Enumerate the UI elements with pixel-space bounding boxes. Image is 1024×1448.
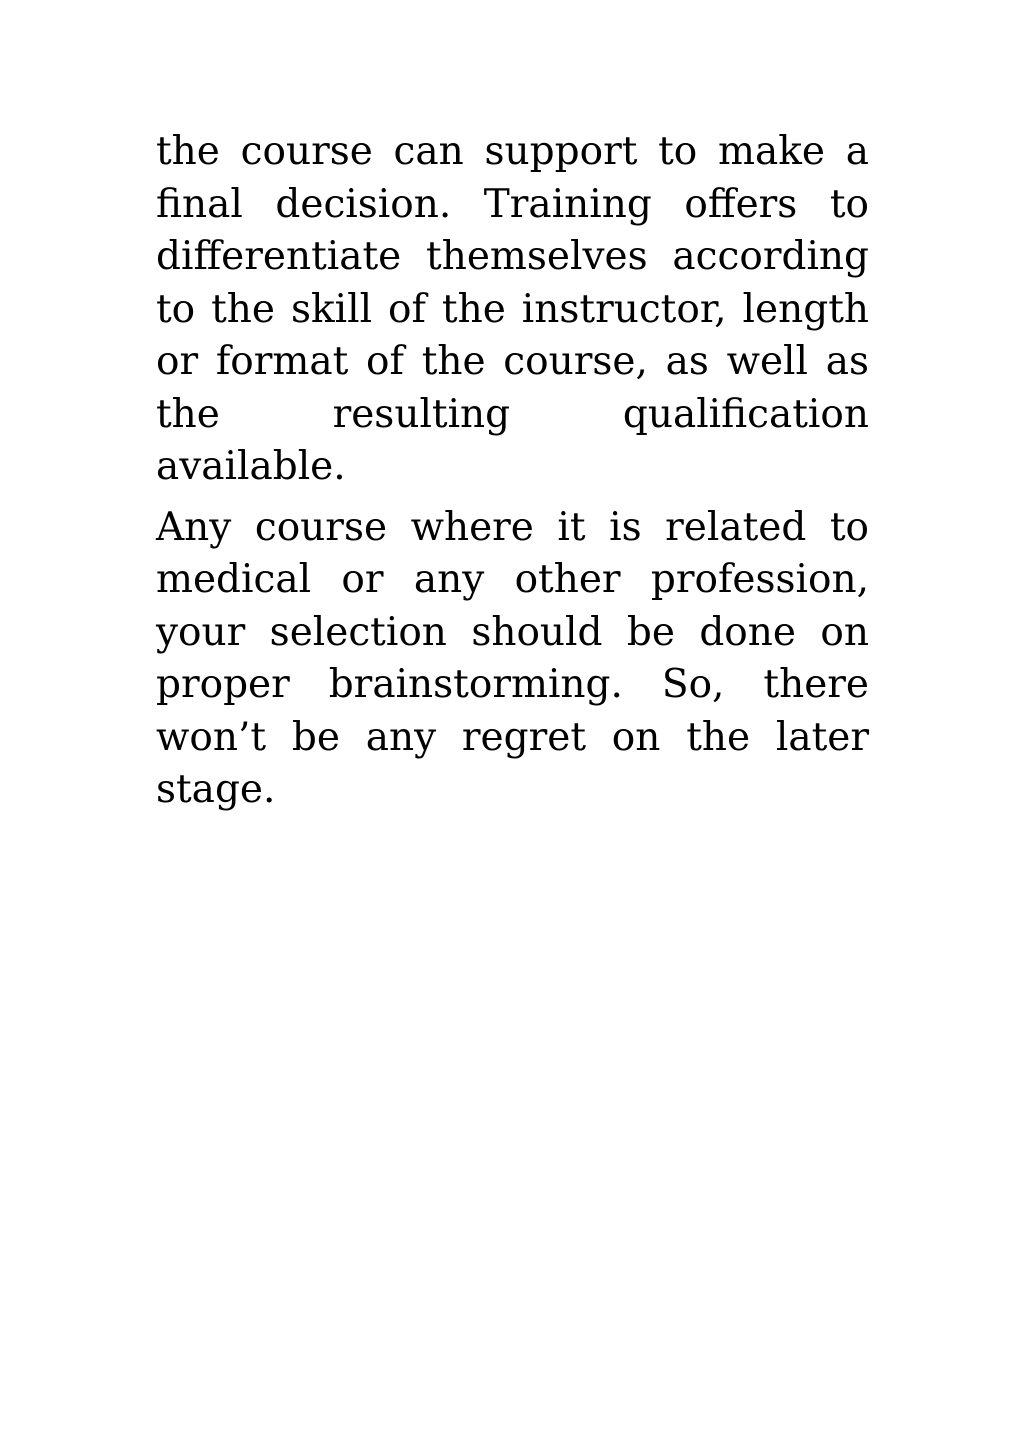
body-text [156, 126, 869, 817]
paragraph-profession-advice: Any course where it is related to medical or any other profession, your selection should be done on proper brainstorming. So, there won’t be any regret on the later stage. [156, 504, 869, 812]
paragraph-course-selection: the course can support to make a final decision. Training offers to differentiate themselves according to the skill of the instructor, length or format of the course, as well as the resulting qualification available. [156, 129, 869, 489]
